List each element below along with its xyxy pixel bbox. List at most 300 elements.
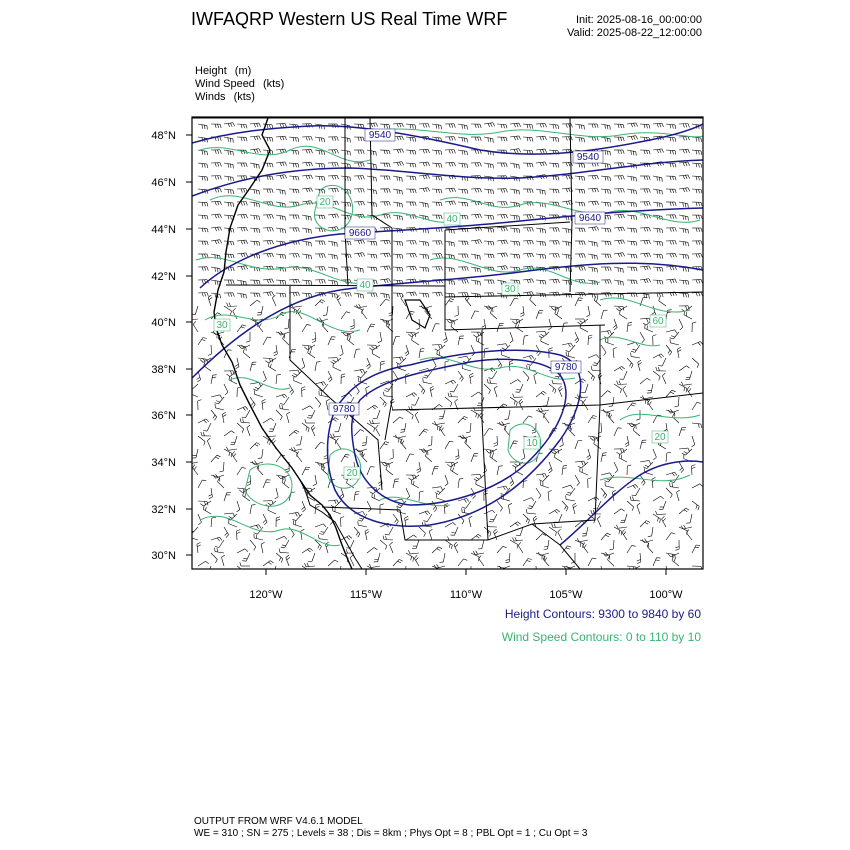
wind-barb	[692, 292, 703, 296]
wind-barb	[380, 240, 391, 244]
wind-barb	[510, 441, 518, 449]
wind-barb	[549, 509, 560, 514]
wind-barb	[692, 228, 702, 232]
wind-barb	[281, 540, 289, 548]
wind-barb	[539, 332, 549, 338]
wind-barb	[692, 176, 702, 181]
wind-barb	[419, 384, 425, 394]
latitude-label: 32°N	[151, 504, 176, 516]
wind-barb	[263, 371, 266, 382]
wind-barb	[405, 345, 409, 356]
wind-barb	[575, 228, 585, 232]
wind-barb	[679, 188, 690, 192]
wind-barb	[378, 332, 382, 343]
wind-barb	[666, 553, 675, 559]
wind-barb	[479, 556, 484, 567]
wind-barb	[458, 280, 468, 284]
wind-barb	[670, 483, 680, 488]
wind-barb	[627, 189, 637, 194]
wind-barb	[354, 150, 364, 154]
wind-barb	[211, 227, 222, 231]
wind-barb	[297, 452, 303, 462]
wind-barb	[396, 358, 406, 364]
wind-barb	[566, 488, 575, 495]
wind-barb	[588, 241, 597, 247]
wind-barb	[209, 488, 213, 499]
wind-barb	[253, 384, 263, 391]
wind-barb	[640, 460, 651, 464]
wind-barb	[494, 529, 498, 540]
wind-barb	[627, 267, 637, 271]
wind-barb	[393, 149, 404, 153]
wind-barb	[575, 124, 585, 129]
wind-barb	[276, 475, 285, 481]
wind-barb	[510, 241, 520, 246]
wind-barb	[614, 253, 625, 257]
wind-barb	[268, 363, 276, 372]
wind-barb	[510, 397, 517, 406]
wind-barb	[487, 379, 497, 384]
height-contour-label: 9660	[348, 228, 372, 239]
wind-barb	[305, 563, 316, 567]
wind-barb	[627, 322, 632, 332]
wind-barb	[471, 254, 480, 260]
wind-barb	[307, 410, 315, 418]
wind-barb	[237, 163, 247, 167]
wind-barb	[211, 455, 221, 462]
wind-barb	[603, 409, 614, 412]
wind-barb	[276, 394, 287, 398]
wind-barb	[648, 527, 653, 537]
wind-barb	[328, 371, 332, 382]
wind-barb	[198, 293, 208, 297]
wind-barb	[415, 412, 419, 423]
wind-barb	[505, 553, 510, 563]
wind-barb	[328, 188, 339, 192]
wind-barb	[458, 124, 467, 130]
wind-barb	[250, 163, 259, 169]
wind-barb	[490, 309, 497, 319]
wind-barb	[588, 416, 597, 424]
wind-barb	[601, 254, 611, 258]
wind-barb	[510, 540, 518, 548]
wind-contour-label: 10	[526, 438, 538, 449]
wind-barb	[335, 423, 342, 432]
wind-barb	[354, 369, 365, 373]
wind-barb	[237, 423, 244, 433]
wind-barb	[458, 241, 468, 245]
wind-barb	[614, 306, 624, 311]
wind-barb	[409, 475, 420, 480]
wind-barb	[276, 410, 282, 420]
wind-barb	[536, 136, 547, 140]
wind-barb	[505, 410, 511, 419]
wind-barb	[458, 189, 468, 194]
wind-barb	[523, 240, 534, 244]
height-contour-label: 9640	[578, 213, 602, 224]
wind-barb	[419, 429, 428, 436]
wind-barb	[204, 566, 211, 574]
wind-barb	[471, 137, 481, 141]
wind-barb	[675, 540, 679, 550]
wind-barb	[369, 345, 380, 350]
wind-barb	[575, 267, 585, 271]
wind-barb	[536, 149, 547, 153]
wind-barb	[419, 124, 429, 128]
wind-barb	[617, 381, 627, 385]
wind-barb	[354, 527, 360, 537]
wind-barb	[631, 345, 640, 352]
wind-barb	[224, 202, 234, 207]
wind-barb	[510, 380, 521, 385]
wind-barb	[198, 480, 206, 488]
wind-barb	[274, 345, 278, 356]
wind-barb	[587, 449, 591, 460]
longitude-labels	[249, 589, 683, 601]
wind-barb	[406, 393, 417, 397]
wind-barb	[308, 553, 315, 562]
wind-barb	[313, 475, 317, 486]
wind-barb	[658, 358, 666, 366]
wind-barb	[562, 241, 572, 246]
wind-barb	[458, 498, 469, 502]
wind-barb	[586, 306, 590, 317]
wind-barb	[406, 137, 416, 142]
wind-barb	[473, 551, 484, 555]
wind-barb	[434, 564, 445, 568]
wind-barb	[419, 527, 426, 537]
wind-barb	[302, 387, 306, 397]
wind-barb	[276, 293, 286, 297]
height-contour-legend: Height Contours: 9300 to 9840 by 60	[504, 607, 701, 621]
wind-barb	[224, 293, 234, 297]
wind-contour-label: 60	[652, 316, 664, 327]
wind-barb	[367, 241, 377, 246]
latitude-label: 44°N	[151, 224, 176, 236]
wind-barb	[237, 293, 246, 299]
wind-barb	[331, 501, 341, 507]
wind-barb	[653, 335, 657, 345]
wind-barb	[397, 508, 406, 515]
wind-barb	[513, 394, 523, 398]
wind-barb	[361, 452, 367, 462]
wind-barb	[315, 176, 325, 181]
wind-barb	[406, 253, 417, 257]
wind-barb	[263, 240, 274, 244]
wind-barb	[588, 254, 597, 260]
state-line-id-mt	[370, 118, 392, 296]
wind-barb	[679, 162, 690, 166]
wind-barb	[566, 496, 575, 502]
wind-barb	[263, 292, 274, 296]
wind-barb	[497, 466, 503, 475]
wind-barb	[211, 176, 221, 180]
wind-barb	[430, 386, 434, 397]
wind-barb	[497, 137, 507, 141]
state-line-37N	[392, 393, 703, 410]
wind-barb	[679, 448, 690, 452]
wind-barb	[198, 176, 208, 181]
wind-speed-contours	[196, 129, 703, 546]
wind-barb	[406, 535, 417, 540]
wind-barb	[406, 163, 416, 167]
wind-barb	[224, 176, 234, 181]
wind-barb	[319, 527, 328, 535]
wind-barb	[434, 421, 445, 425]
wind-barb	[302, 501, 306, 512]
wind-barb	[509, 361, 513, 372]
wind-barb	[270, 566, 277, 575]
wind-barb	[575, 461, 586, 465]
wind-barb	[523, 215, 533, 219]
wind-barb	[640, 253, 651, 257]
wind-barb	[679, 366, 690, 371]
wind-barb	[328, 267, 338, 272]
wind-barb	[302, 280, 312, 285]
wind-barb	[455, 449, 459, 460]
wind-barb	[211, 517, 216, 527]
wind-barb	[685, 371, 692, 380]
wind-barb	[246, 332, 250, 342]
wind-barb	[521, 449, 525, 460]
wind-barb	[523, 559, 532, 567]
wind-barb	[476, 337, 484, 345]
wind-barb	[692, 163, 702, 168]
wind-barb	[237, 253, 248, 257]
wind-barb	[224, 123, 235, 127]
wind-barb	[466, 423, 471, 433]
wind-barb	[562, 343, 573, 347]
wind-barb	[616, 525, 627, 529]
wind-barb	[237, 345, 246, 351]
wind-barb	[393, 514, 398, 525]
wind-barb	[679, 241, 689, 246]
wind-barb	[679, 149, 690, 153]
wind-barb	[484, 280, 494, 284]
wind-barb	[679, 124, 689, 128]
wind-barb	[549, 384, 556, 393]
wind-barb	[670, 339, 679, 345]
wind-contour	[245, 464, 292, 506]
wind-barb	[653, 267, 663, 272]
wind-barb	[340, 517, 344, 528]
wind-barb	[354, 137, 364, 141]
wind-barb	[276, 280, 286, 285]
wind-barb	[243, 349, 250, 359]
wind-barb	[432, 241, 442, 245]
wind-barb	[220, 462, 225, 472]
wind-barb	[666, 266, 677, 270]
wind-barb	[543, 397, 549, 406]
wind-barb	[647, 543, 653, 553]
wind-barb	[432, 124, 442, 129]
wind-barb	[666, 176, 676, 180]
wind-barb	[328, 254, 337, 260]
wind-barb	[393, 436, 401, 444]
wind-barb	[588, 355, 599, 358]
wind-barb	[207, 438, 211, 449]
wind-barb	[258, 449, 263, 459]
wind-barb	[227, 303, 237, 307]
wind-barb	[354, 349, 360, 358]
wind-barb	[328, 337, 336, 345]
wind-barb	[609, 397, 614, 407]
wind-barb	[367, 123, 378, 127]
wind-barb	[470, 373, 474, 384]
wind-contour-label: 20	[346, 468, 358, 479]
wind-barb	[536, 534, 546, 540]
height-contour	[560, 461, 703, 545]
wind-barb	[653, 202, 663, 207]
wind-barb	[523, 498, 534, 501]
wind-barb	[211, 553, 217, 563]
wind-barb	[224, 150, 233, 156]
wind-barb	[614, 124, 624, 128]
wind-barb	[549, 279, 560, 283]
wind-barb	[614, 384, 622, 393]
wind-barb	[577, 538, 588, 542]
wind-barb	[608, 413, 614, 423]
wind-barb	[484, 228, 494, 233]
wind-barb	[393, 241, 403, 246]
wind-barb	[445, 380, 456, 384]
wind-barb	[599, 566, 603, 577]
wind-barb	[497, 163, 507, 167]
wind-barb	[575, 176, 585, 181]
latitude-label: 40°N	[151, 317, 176, 329]
wind-barb	[536, 189, 545, 195]
wind-barb	[445, 523, 456, 528]
wind-barb	[289, 512, 300, 516]
wind-barb	[268, 506, 276, 514]
wind-barb	[367, 254, 377, 258]
wind-barb	[393, 162, 404, 166]
wind-barb	[614, 366, 625, 371]
wind-barb	[232, 451, 237, 462]
wind-barb	[380, 202, 390, 206]
wind-barb	[679, 202, 688, 208]
wind-barb	[541, 337, 549, 345]
wind-barb	[354, 163, 364, 167]
wind-barb	[237, 240, 248, 244]
wind-barb	[250, 300, 260, 306]
wind-barb	[544, 540, 549, 550]
wind-barb	[666, 215, 676, 219]
wind-barb	[601, 189, 611, 194]
wind-barb	[423, 378, 432, 384]
wind-barb	[601, 124, 610, 130]
wind-barb	[432, 254, 442, 258]
wind-barb	[523, 228, 533, 232]
wind-barb	[211, 201, 222, 205]
wind-barb	[406, 150, 416, 155]
height-contour-label: 9780	[332, 404, 356, 415]
wind-barb	[692, 202, 702, 206]
wind-barb	[432, 267, 442, 271]
wind-barb	[588, 137, 598, 141]
wind-barb	[494, 386, 497, 397]
contour-labels	[214, 129, 668, 479]
wind-barb	[302, 241, 312, 246]
wind-barb	[276, 189, 285, 195]
wind-barb	[335, 566, 341, 575]
wind-barb	[289, 189, 299, 193]
wind-barb	[518, 542, 523, 553]
wind-barb	[549, 189, 559, 193]
wind-barb	[484, 123, 495, 127]
wind-barb	[285, 319, 290, 329]
wind-barb	[445, 540, 452, 549]
wind-barb	[373, 410, 380, 419]
wind-barb	[189, 533, 198, 540]
wind-barb	[341, 374, 345, 384]
wind-barb	[393, 202, 403, 207]
wind-barb	[625, 436, 629, 447]
wind-barb	[224, 493, 231, 502]
wind-barb	[187, 316, 198, 320]
wind-barb	[250, 189, 260, 194]
wind-barb	[477, 397, 484, 406]
wind-barb	[276, 374, 281, 384]
wind-barb	[250, 540, 256, 550]
wind-barb	[192, 449, 198, 458]
wind-barb	[406, 189, 416, 193]
wind-barb	[367, 163, 376, 169]
wind-barb	[458, 478, 463, 488]
wind-barb	[429, 529, 432, 540]
wind-barb	[263, 228, 273, 232]
wind-barb	[601, 293, 611, 297]
latitude-label: 48°N	[151, 130, 176, 142]
wind-barb	[276, 553, 283, 563]
wind-barb	[289, 228, 299, 232]
wind-barb	[198, 241, 208, 245]
wind-barb	[666, 241, 676, 245]
wind-barb	[302, 175, 313, 179]
wind-barb	[215, 548, 225, 553]
wind-barb	[406, 176, 416, 180]
us-mexico-border	[322, 507, 488, 540]
wind-barb	[653, 449, 656, 460]
wind-barb	[250, 136, 261, 140]
wind-barb	[656, 511, 667, 515]
wind-barb	[315, 442, 325, 449]
wind-barb	[230, 436, 237, 445]
wind-barb	[562, 485, 573, 488]
wind-barb	[497, 501, 503, 511]
wind-barb	[411, 480, 419, 488]
wind-barb	[385, 527, 393, 535]
wind-barb	[237, 467, 246, 475]
wind-barb	[614, 150, 624, 154]
wind-barb	[419, 149, 430, 153]
wind-barb	[224, 513, 235, 517]
wind-barb	[523, 253, 534, 257]
field-name: Height	[195, 65, 227, 77]
wind-barb	[367, 267, 377, 271]
wind-barb	[458, 150, 468, 155]
wind-barb	[198, 419, 209, 423]
wind-barb	[445, 241, 454, 247]
wind-barb	[276, 162, 287, 166]
wind-barb	[526, 509, 536, 514]
wind-barb	[582, 527, 588, 536]
latitude-label: 34°N	[151, 457, 176, 469]
wind-barb	[428, 436, 432, 446]
wind-barb	[237, 387, 241, 397]
wind-barb	[224, 384, 228, 395]
wind-barb	[484, 384, 491, 394]
